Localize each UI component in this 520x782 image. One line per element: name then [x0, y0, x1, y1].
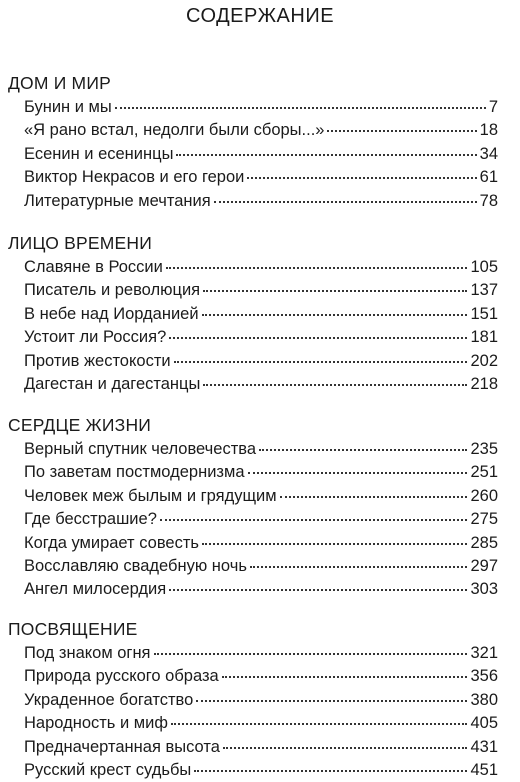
entry-page-number: 218 [470, 374, 498, 393]
toc-entry [24, 96, 498, 119]
dot-leader [160, 519, 468, 521]
toc-entry [24, 485, 498, 508]
toc-entry [24, 508, 498, 531]
entry-title: Природа русского образа [24, 667, 219, 686]
dot-leader [222, 676, 468, 678]
entry-title: Писатель и революция [24, 281, 201, 300]
entry-title: Восславляю свадебную ночь [24, 556, 247, 575]
toc-entry [24, 689, 498, 712]
dot-leader [169, 337, 467, 339]
toc-entry [24, 326, 498, 349]
toc-entry [24, 736, 498, 759]
toc-entry [24, 642, 498, 665]
entry-page-number: 451 [470, 760, 498, 779]
entry-title: Дагестан и дагестанцы [24, 374, 201, 393]
entry-title: «Я рано встал, недолги были сборы...» [24, 121, 325, 140]
toc-entry [24, 350, 498, 373]
toc-entry [24, 532, 498, 555]
entry-page-number: 303 [470, 580, 498, 599]
entry-page-number: 260 [470, 486, 498, 505]
toc-entry [24, 119, 498, 142]
dot-leader [202, 543, 467, 545]
toc-entry [24, 555, 498, 578]
entry-title: Литературные мечтания [24, 191, 211, 210]
entry-title: Устоит ли Россия? [24, 328, 167, 347]
entry-page-number: 151 [470, 304, 498, 323]
entry-title: Виктор Некрасов и его герои [24, 168, 245, 187]
dot-leader [166, 267, 468, 269]
entry-title: По заветам постмодернизма [24, 463, 245, 482]
entry-page-number: 275 [470, 510, 498, 529]
entry-page-number: 235 [470, 440, 498, 458]
entry-list [0, 96, 520, 213]
section-heading: ЛИЦО ВРЕМЕНИ [8, 233, 152, 253]
entry-title: Русский крест судьбы [24, 760, 192, 779]
toc-entry [24, 166, 498, 189]
entry-title: Славяне в России [24, 258, 163, 276]
toc-entry [24, 143, 498, 166]
entry-page-number: 380 [470, 690, 498, 709]
entry-title: В небе над Иорданией [24, 304, 199, 323]
entry-page-number: 431 [470, 737, 498, 756]
dot-leader [194, 770, 467, 772]
toc-entry [24, 578, 498, 601]
entry-page-number: 137 [470, 281, 498, 300]
dot-leader [259, 449, 467, 451]
dot-leader [250, 566, 468, 568]
entry-list [0, 256, 520, 396]
entry-title: Есенин и есенинцы [24, 144, 174, 163]
toc-entry [24, 712, 498, 735]
entry-page-number: 297 [470, 556, 498, 575]
entry-page-number: 251 [470, 463, 498, 482]
toc-section [0, 70, 520, 213]
dot-leader [196, 700, 467, 702]
dot-leader [203, 384, 467, 386]
entry-page-number: 321 [470, 644, 498, 662]
entry-page-number: 61 [479, 168, 498, 187]
entry-page-number: 356 [470, 667, 498, 686]
entry-title: Украденное богатство [24, 690, 194, 709]
toc-entry [24, 190, 498, 213]
entry-page-number: 78 [479, 191, 498, 210]
entry-page-number: 105 [470, 258, 498, 276]
toc-section [0, 230, 520, 396]
entry-page-number: 18 [479, 121, 498, 140]
section-heading: ПОСВЯЩЕНИЕ [8, 619, 138, 639]
entry-title: Против жестокости [24, 351, 171, 370]
toc-entry [24, 303, 498, 326]
entry-title: Бунин и мы [24, 98, 112, 116]
toc-section [0, 616, 520, 782]
dot-leader [214, 201, 477, 203]
dot-leader [154, 653, 468, 655]
section-heading: СЕРДЦЕ ЖИЗНИ [8, 415, 152, 435]
entry-page-number: 202 [470, 351, 498, 370]
entry-title: Человек меж былым и грядущим [24, 486, 277, 505]
section-heading: ДОМ И МИР [8, 73, 111, 93]
entry-title: Народность и миф [24, 714, 168, 733]
dot-leader [223, 747, 468, 749]
dot-leader [171, 723, 468, 725]
toc-entry [24, 759, 498, 782]
toc-entry [24, 665, 498, 688]
entry-page-number: 181 [470, 328, 498, 347]
entry-title: Когда умирает совесть [24, 533, 199, 552]
entry-title: Где бесстрашие? [24, 510, 157, 529]
toc-entry [24, 373, 498, 396]
dot-leader [280, 496, 468, 498]
entry-page-number: 34 [479, 144, 498, 163]
toc-section [0, 412, 520, 602]
entry-page-number: 285 [470, 533, 498, 552]
toc-entry [24, 461, 498, 484]
dot-leader [248, 472, 468, 474]
entry-page-number: 7 [488, 98, 498, 116]
dot-leader [202, 314, 468, 316]
entry-page-number: 405 [470, 714, 498, 733]
dot-leader [169, 589, 467, 591]
entry-list [0, 642, 520, 782]
dot-leader [203, 290, 467, 292]
toc-entry [24, 256, 498, 279]
toc-entry [24, 279, 498, 302]
dot-leader [115, 107, 486, 109]
entry-list [0, 438, 520, 602]
dot-leader [327, 130, 476, 132]
dot-leader [176, 154, 476, 156]
entry-title: Ангел милосердия [24, 580, 167, 599]
dot-leader [247, 177, 476, 179]
entry-title: Под знаком огня [24, 644, 151, 662]
dot-leader [174, 361, 468, 363]
entry-title: Предначертанная высота [24, 737, 220, 756]
page-title: СОДЕРЖАНИЕ [185, 5, 335, 27]
entry-title: Верный спутник человечества [24, 440, 257, 458]
toc-entry [24, 438, 498, 461]
